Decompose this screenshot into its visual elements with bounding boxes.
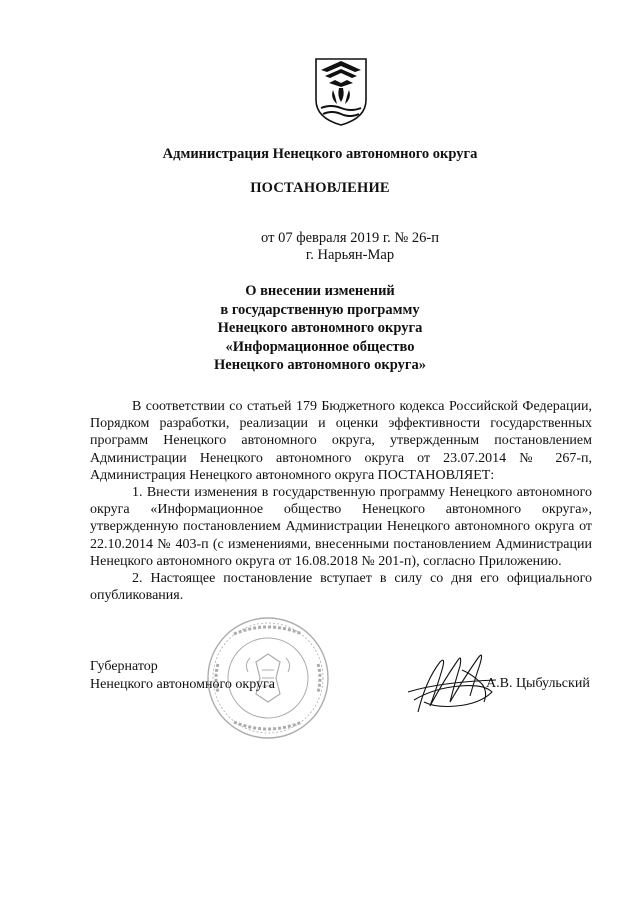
subject-line: Ненецкого автономного округа» (214, 357, 426, 373)
organization-title: Администрация Ненецкого автономного округа (162, 146, 478, 162)
subject-line: «Информационное общество (225, 338, 415, 355)
subject-line: в государственную программу (220, 301, 420, 318)
signatory-title (90, 658, 275, 693)
subject-line: О внесении изменений (245, 283, 395, 299)
body-paragraph: В соответствии со статьей 179 Бюджетного кодекса Российской Федерации, Порядком разработки, реализации и оценки эффективности государственных программ Ненецкого автономного округа, утвержденным постановлением Администрации Ненецкого автономного округа от 23.07.2014 № 267-п, Администрация Ненецкого автономного округа ПОСТАНОВЛЯЕТ: (90, 399, 592, 483)
coat-of-arms-emblem (313, 56, 369, 128)
subject-line: Ненецкого автономного округа (217, 320, 423, 336)
document-subject (0, 282, 640, 375)
body-paragraph: 2. Настоящее постановление вступает в силу со дня его официального опубликования. (90, 571, 592, 604)
body-paragraph: 1. Внести изменения в государственную программу Ненецкого автономного округа «Информационное общество Ненецкого автономного округа», утвержденную постановлением Администрации Ненецкого автономного округа от 22.10.2014 № 403-п (с изменениями, внесенными постановлением Администрации Ненецкого автономного округа от 16.08.2018 № 201-п), согласно Приложению. (90, 485, 592, 569)
document-city: г. Нарьян-Мар (305, 247, 395, 263)
signatory-name: А.В. Цыбульский (486, 676, 590, 691)
signatory-title-line: Губернатор (90, 659, 158, 674)
document-type: ПОСТАНОВЛЕНИЕ (250, 180, 390, 196)
document-body (90, 398, 592, 604)
signatory-title-line: Ненецкого автономного округа (90, 676, 275, 692)
document-date-number: от 07 февраля 2019 г. № 26-п (261, 230, 439, 246)
